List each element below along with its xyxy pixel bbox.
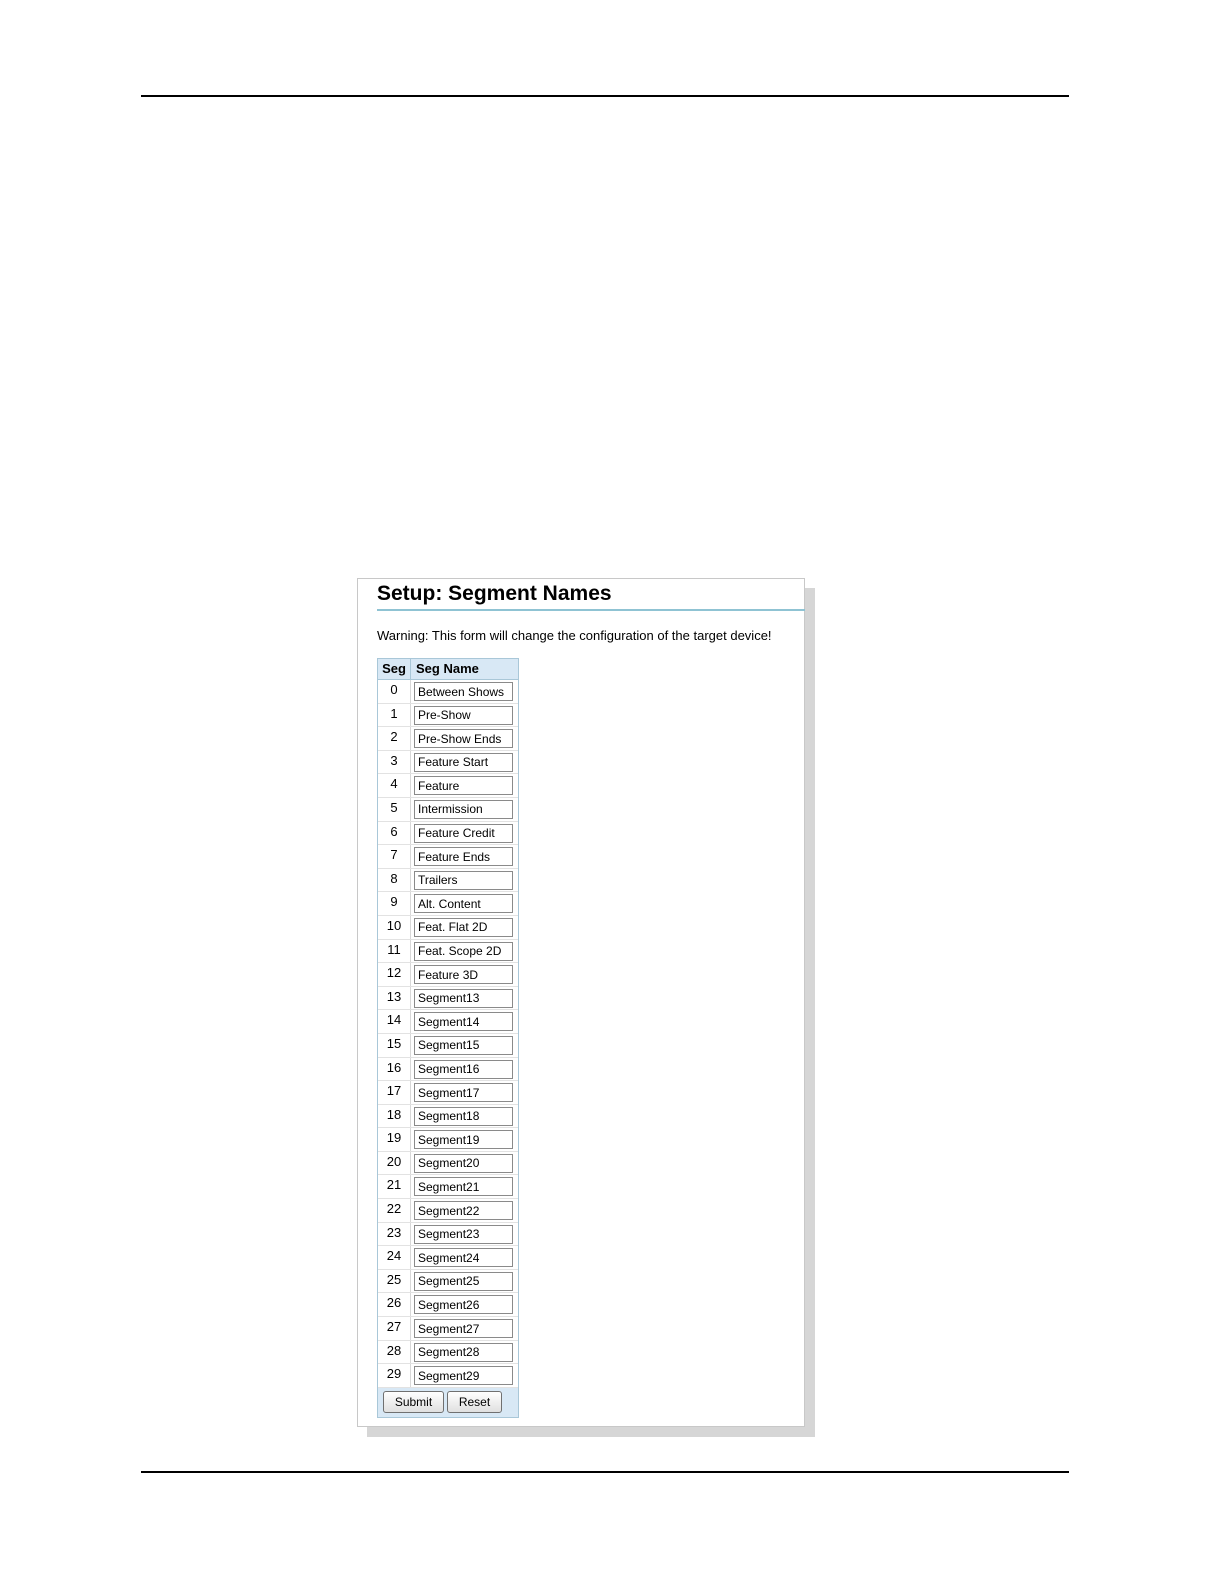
segment-name-input[interactable] (414, 1083, 513, 1102)
segment-number: 21 (378, 1175, 411, 1198)
segment-number: 14 (378, 1010, 411, 1033)
segment-number: 9 (378, 892, 411, 915)
segment-name-input[interactable] (414, 871, 513, 890)
segment-number: 19 (378, 1128, 411, 1151)
table-row (378, 798, 518, 822)
table-row (378, 704, 518, 728)
table-row (378, 1081, 518, 1105)
segment-number: 6 (378, 822, 411, 845)
segment-name-cell (411, 892, 518, 915)
table-row (378, 892, 518, 916)
form-buttons (378, 1388, 518, 1417)
submit-button[interactable]: Submit (383, 1391, 444, 1413)
segment-name-cell (411, 1199, 518, 1222)
segment-name-input[interactable] (414, 942, 513, 961)
segment-name-cell (411, 963, 518, 986)
segment-name-cell (411, 1317, 518, 1340)
segment-name-cell (411, 822, 518, 845)
column-header-seg: Seg (378, 659, 411, 679)
segment-name-input[interactable] (414, 1060, 513, 1079)
segment-name-input[interactable] (414, 965, 513, 984)
segment-name-cell (411, 845, 518, 868)
segment-name-input[interactable] (414, 847, 513, 866)
table-row (378, 1341, 518, 1365)
segment-name-input[interactable] (414, 1225, 513, 1244)
segment-number: 11 (378, 940, 411, 963)
segment-number: 29 (378, 1364, 411, 1387)
table-row (378, 727, 518, 751)
segment-name-input[interactable] (414, 1343, 513, 1362)
table-row (378, 1034, 518, 1058)
table-row (378, 845, 518, 869)
table-row (378, 1293, 518, 1317)
segment-name-input[interactable] (414, 1154, 513, 1173)
segment-name-input[interactable] (414, 800, 513, 819)
segment-name-input[interactable] (414, 753, 513, 772)
table-row (378, 1199, 518, 1223)
segment-name-input[interactable] (414, 1248, 513, 1267)
segment-name-cell (411, 940, 518, 963)
warning-text: Warning: This form will change the configuration of the target device! (377, 628, 772, 643)
segment-name-cell (411, 1364, 518, 1387)
segment-name-input[interactable] (414, 1036, 513, 1055)
footer-rule (141, 1471, 1069, 1473)
segment-name-cell (411, 680, 518, 703)
table-row (378, 1175, 518, 1199)
segment-name-cell (411, 869, 518, 892)
segment-name-cell (411, 1058, 518, 1081)
segment-number: 25 (378, 1270, 411, 1293)
table-row (378, 1105, 518, 1129)
segment-name-cell (411, 1081, 518, 1104)
segment-number: 10 (378, 916, 411, 939)
segment-name-cell (411, 1341, 518, 1364)
table-row (378, 1317, 518, 1341)
segment-name-cell (411, 1246, 518, 1269)
segment-number: 24 (378, 1246, 411, 1269)
segment-number: 15 (378, 1034, 411, 1057)
segment-name-cell (411, 798, 518, 821)
segment-number: 20 (378, 1152, 411, 1175)
segment-number: 23 (378, 1223, 411, 1246)
table-row (378, 1128, 518, 1152)
segment-name-cell (411, 774, 518, 797)
segment-name-input[interactable] (414, 1366, 513, 1385)
segment-number: 7 (378, 845, 411, 868)
segment-name-cell (411, 1128, 518, 1151)
segment-number: 13 (378, 987, 411, 1010)
segment-number: 2 (378, 727, 411, 750)
segment-name-cell (411, 1293, 518, 1316)
table-row (378, 940, 518, 964)
table-row (378, 1152, 518, 1176)
segment-name-input[interactable] (414, 1272, 513, 1291)
segment-number: 27 (378, 1317, 411, 1340)
table-row (378, 987, 518, 1011)
segment-name-cell (411, 1152, 518, 1175)
segment-name-cell (411, 1223, 518, 1246)
table-row (378, 751, 518, 775)
table-row (378, 1364, 518, 1388)
segment-name-input[interactable] (414, 729, 513, 748)
segment-name-input[interactable] (414, 1107, 513, 1126)
table-row (378, 1246, 518, 1270)
page-title: Setup: Segment Names (377, 582, 612, 605)
segment-number: 8 (378, 869, 411, 892)
table-row (378, 963, 518, 987)
title-divider (377, 609, 805, 611)
segment-name-input[interactable] (414, 682, 513, 701)
segment-number: 5 (378, 798, 411, 821)
segment-names-table (377, 658, 519, 1418)
segment-name-cell (411, 1270, 518, 1293)
segment-number: 1 (378, 704, 411, 727)
segment-name-input[interactable] (414, 1130, 513, 1149)
reset-button[interactable]: Reset (447, 1391, 502, 1413)
segment-number: 26 (378, 1293, 411, 1316)
segment-name-input[interactable] (414, 918, 513, 937)
table-body (378, 680, 518, 1388)
segment-name-input[interactable] (414, 706, 513, 725)
table-row (378, 869, 518, 893)
segment-name-input[interactable] (414, 1177, 513, 1196)
segment-name-cell (411, 1175, 518, 1198)
segment-name-cell (411, 1105, 518, 1128)
column-header-seg-name: Seg Name (416, 661, 479, 676)
segment-name-input[interactable] (414, 894, 513, 913)
table-row (378, 774, 518, 798)
segment-number: 3 (378, 751, 411, 774)
segment-name-cell (411, 1034, 518, 1057)
segment-number: 18 (378, 1105, 411, 1128)
segment-names-screenshot (357, 578, 805, 1427)
table-row (378, 822, 518, 846)
segment-number: 22 (378, 1199, 411, 1222)
segment-name-cell (411, 987, 518, 1010)
segment-name-cell (411, 727, 518, 750)
table-row (378, 916, 518, 940)
segment-number: 12 (378, 963, 411, 986)
table-row (378, 1223, 518, 1247)
segment-name-input[interactable] (414, 776, 513, 795)
table-row (378, 1270, 518, 1294)
segment-number: 17 (378, 1081, 411, 1104)
segment-name-input[interactable] (414, 1012, 513, 1031)
segment-name-input[interactable] (414, 1201, 513, 1220)
segment-number: 0 (378, 680, 411, 703)
segment-name-input[interactable] (414, 1319, 513, 1338)
segment-name-cell (411, 751, 518, 774)
table-row (378, 1010, 518, 1034)
table-row (378, 1058, 518, 1082)
segment-number: 16 (378, 1058, 411, 1081)
segment-name-cell (411, 1010, 518, 1033)
segment-name-input[interactable] (414, 824, 513, 843)
segment-name-cell (411, 916, 518, 939)
segment-name-input[interactable] (414, 989, 513, 1008)
segment-number: 28 (378, 1341, 411, 1364)
header-rule (141, 95, 1069, 97)
segment-name-input[interactable] (414, 1295, 513, 1314)
segment-name-cell (411, 704, 518, 727)
table-header (378, 659, 518, 680)
segment-number: 4 (378, 774, 411, 797)
table-row (378, 680, 518, 704)
